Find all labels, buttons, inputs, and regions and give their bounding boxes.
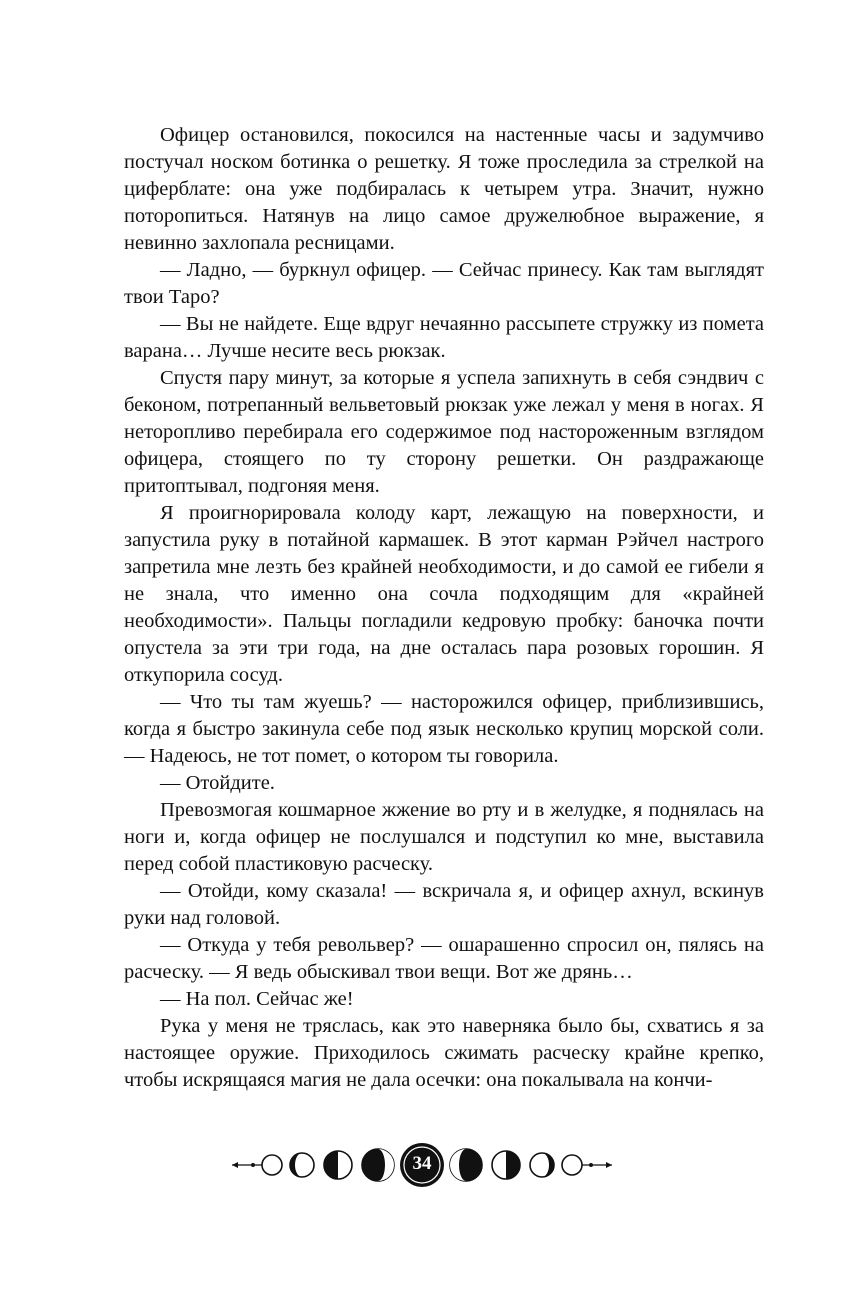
paragraph: Я проигнорировала колоду карт, лежащую на поверхности, и запустила руку в потайной кармашек. В этот карман Рэйчел настрого запретила мне лезть без крайней необходимости, и до самой ее гибели я не знала, что именно она сочла подходящим для «крайней необходимости». Пальцы погладили кедровую пробку: баночка почти опустела за эти три года, на дне осталась пара розовых горошин. Я откупорила сосуд. [124,502,764,686]
paragraph: — Откуда у тебя револьвер? — ошарашенно спросил он, пялясь на расческу. — Я ведь обыскивал твои вещи. Вот же дрянь… [124,934,764,983]
paragraph: — Вы не найдете. Еще вдруг нечаянно рассыпете стружку из помета варана… Лучше несите весь рюкзак. [124,313,764,362]
paragraph: — Ладно, — буркнул офицер. — Сейчас принесу. Как там выглядят твои Таро? [124,259,764,308]
page-number: 34 [412,1153,432,1174]
paragraph: Офицер остановился, покосился на настенные часы и задумчиво постучал носком ботинка о решетку. Я тоже проследила за стрелкой на циферблате: она уже подбиралась к четырем утра. Значит, нужно поторопиться. Натянув на лицо самое дружелюбное выражение, я невинно захлопала ресницами. [124,124,764,254]
paragraph: — Что ты там жуешь? — насторожился офицер, приблизившись, когда я быстро закинула себе под язык несколько крупиц морской соли. — Надеюсь, не тот помет, о котором ты говорила. [124,691,764,767]
paragraph: — Отойди, кому сказала! — вскричала я, и офицер ахнул, вскинув руки над головой. [124,880,764,929]
body-text [124,122,764,1094]
paragraph: Спустя пару минут, за которые я успела запихнуть в себя сэндвич с беконом, потрепанный вельветовый рюкзак уже лежал у меня в ногах. Я неторопливо перебирала его содержимое под настороженным взглядом офицера, стоящего по ту сторону решетки. Он раздражающе притоптывал, подгоняя меня. [124,367,764,497]
paragraph: — На пол. Сейчас же! [160,988,354,1010]
paragraph: — Отойдите. [160,772,275,794]
paragraph: Рука у меня не тряслась, как это наверняка было бы, схватись я за настоящее оружие. Приходилось сжимать расческу крайне крепко, чтобы искрящаяся магия не дала осечки: она покалывала на кончи- [124,1015,764,1091]
paragraph: Превозмогая кошмарное жжение во рту и в желудке, я поднялась на ноги и, когда офицер не послушался и подступил ко мне, выставила перед собой пластиковую расческу. [124,799,764,875]
